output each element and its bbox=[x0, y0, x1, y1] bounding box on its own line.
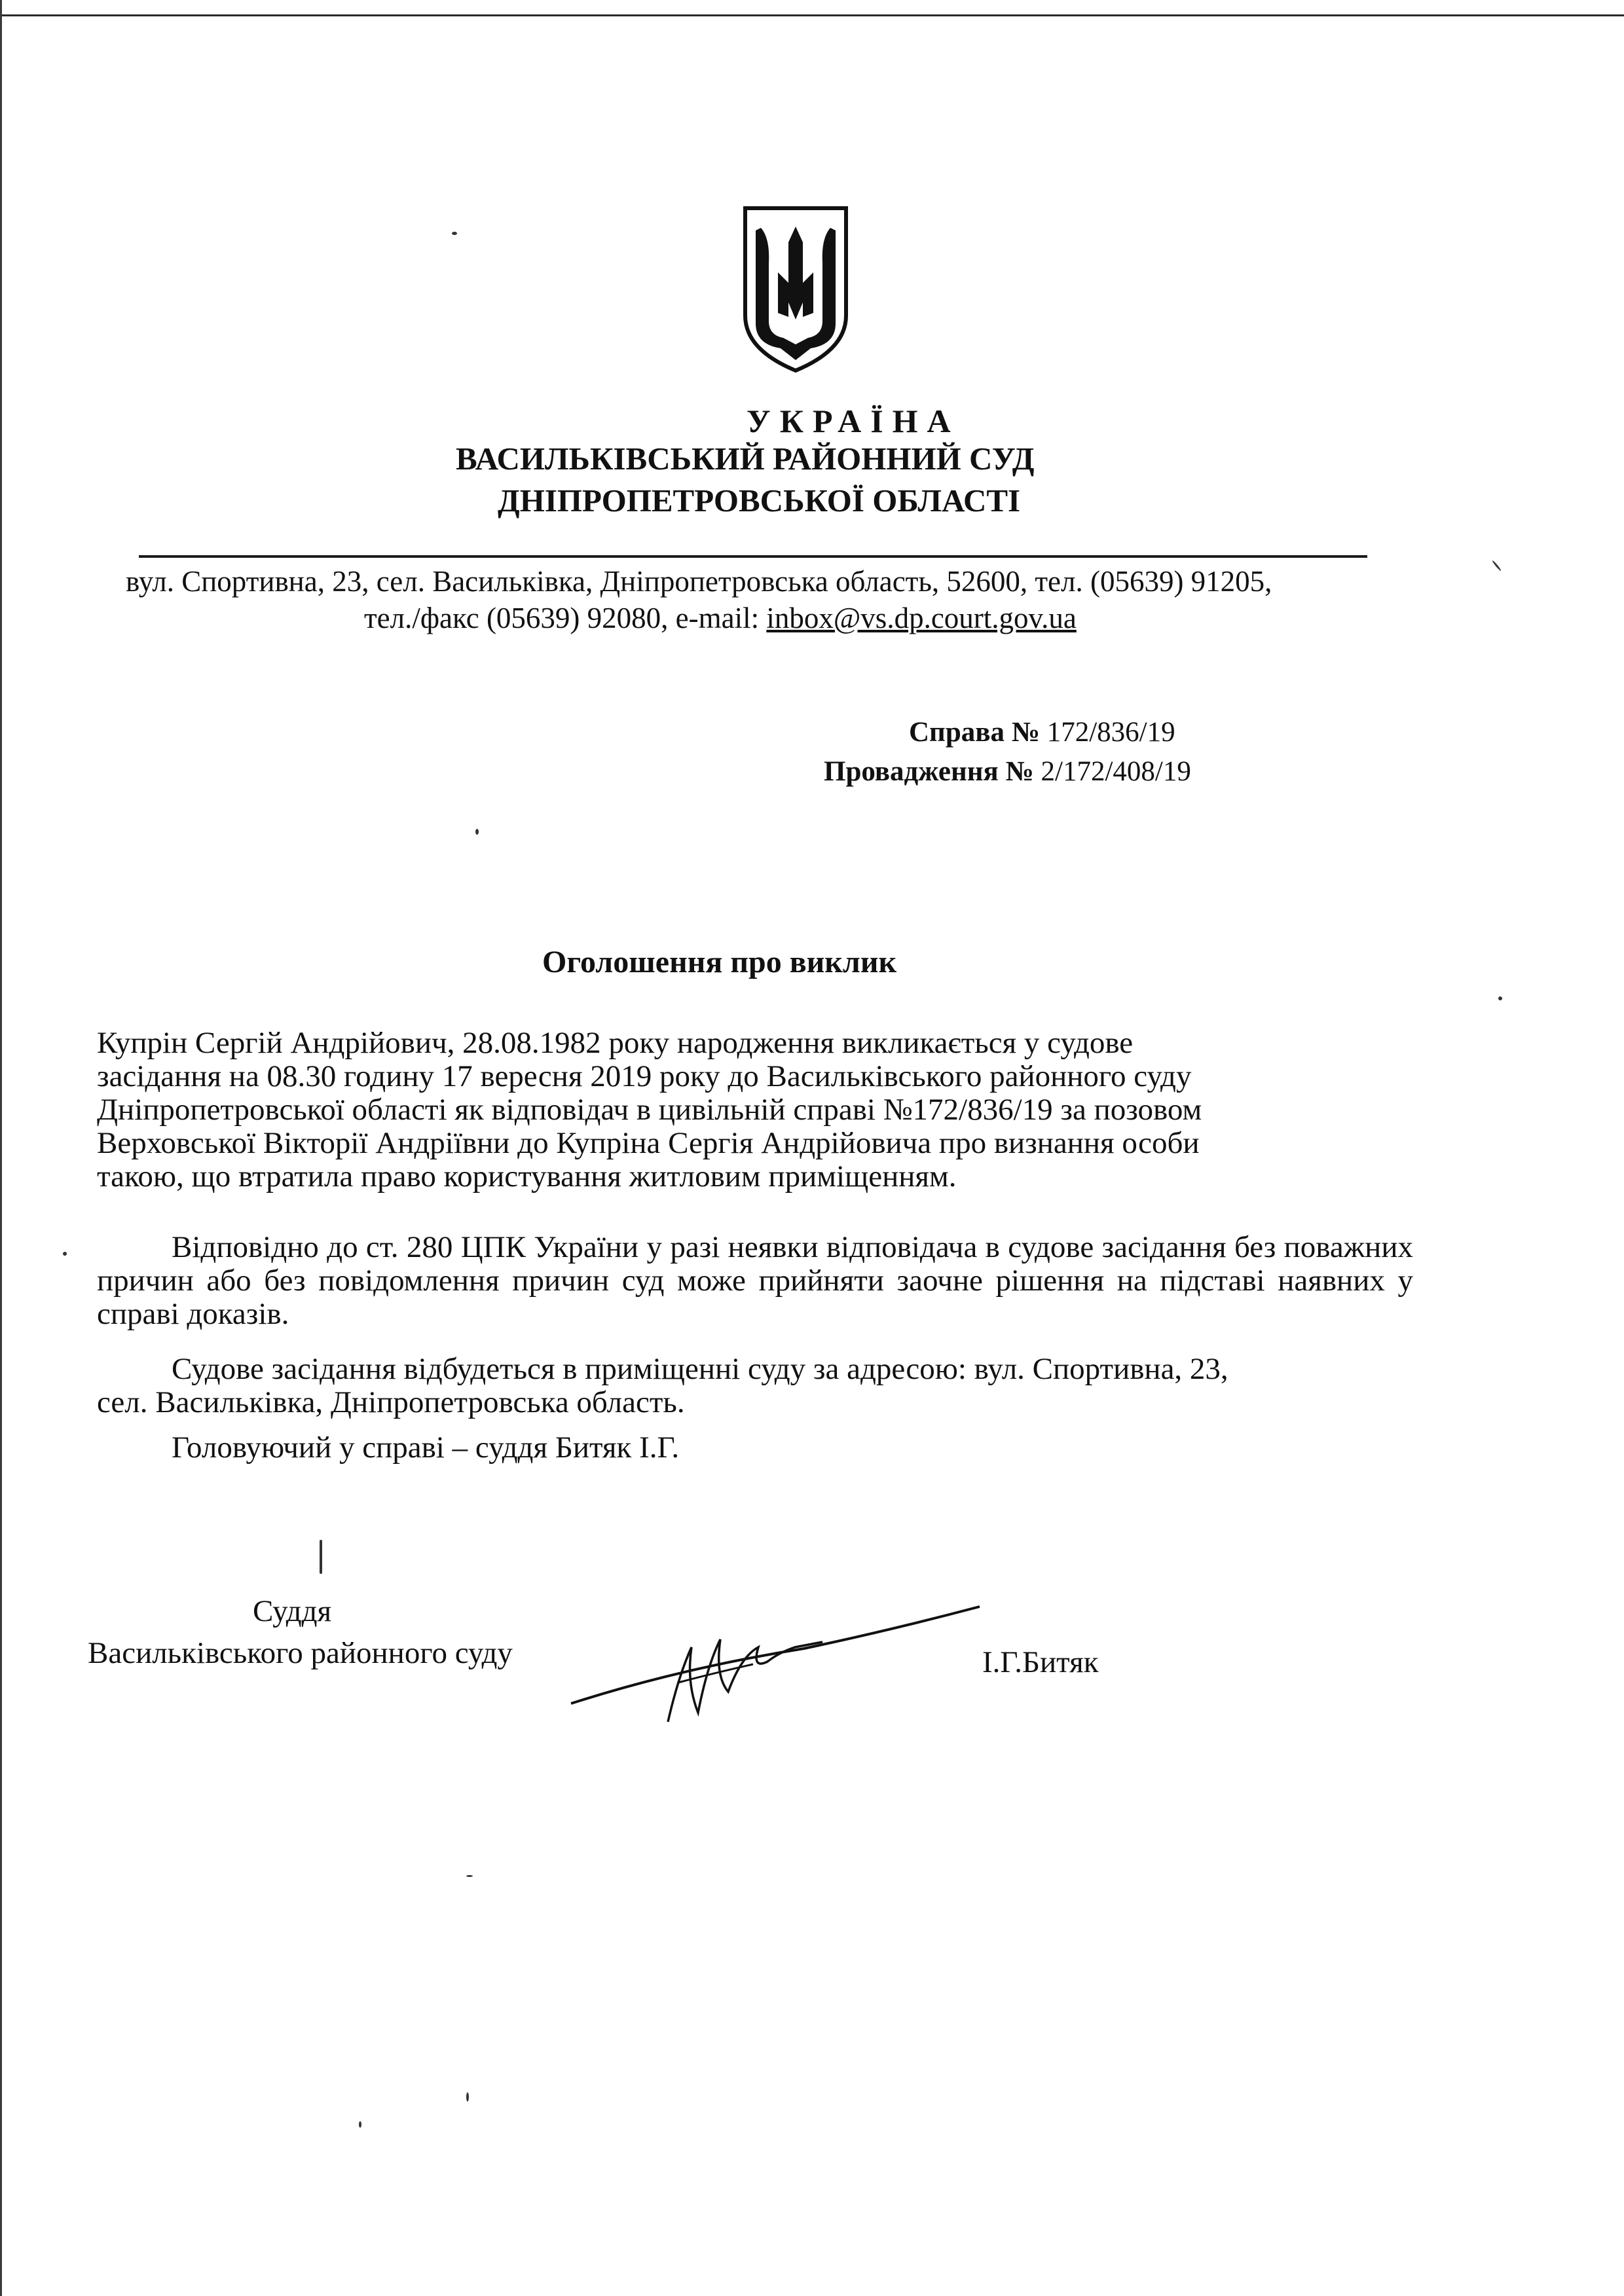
legal-basis-paragraph bbox=[97, 1231, 1413, 1331]
scan-speck bbox=[466, 2092, 469, 2102]
scan-speck bbox=[1498, 996, 1502, 1000]
header-divider bbox=[139, 555, 1367, 558]
country-heading: УКРАЇНА bbox=[747, 403, 960, 439]
summons-line: Дніпропетровської області як відповідач в цивільній справі №172/836/19 за позовом bbox=[97, 1093, 1202, 1127]
venue-paragraph bbox=[97, 1353, 1413, 1419]
scan-speck bbox=[466, 1875, 473, 1877]
scan-left-edge bbox=[0, 0, 2, 2296]
case-number-value: 172/836/19 bbox=[1039, 717, 1175, 748]
summons-line: Купрін Сергій Андрійович, 28.08.1982 року народження викликається у судове bbox=[97, 1026, 1134, 1060]
summons-paragraph bbox=[97, 1027, 1413, 1194]
address-line: вул. Спортивна, 23, сел. Васильківка, Дніпропетровська область, 52600, тел. (05639) 91205, bbox=[126, 565, 1272, 598]
scan-speck bbox=[359, 2121, 361, 2128]
legal-basis-text: Відповідно до ст. 280 ЦПК України у разі неявки відповідача в судове засідання без поважних причин або без повідомлення причин суд може прийняти заочне рішення на підставі наявних у справі доказів. bbox=[97, 1230, 1413, 1331]
contact-line bbox=[364, 601, 1077, 635]
presiding-judge-paragraph bbox=[97, 1431, 1413, 1465]
scan-speck bbox=[475, 829, 479, 835]
signer-role: Суддя bbox=[253, 1594, 332, 1628]
handwritten-signature bbox=[563, 1584, 982, 1735]
tryzub-coat-of-arms-icon bbox=[740, 204, 851, 374]
court-heading: ВАСИЛЬКІВСЬКИЙ РАЙОННИЙ СУД bbox=[456, 441, 1035, 477]
presiding-judge-text: Головуючий у справі – суддя Битяк І.Г. bbox=[172, 1430, 680, 1465]
proceeding-number-value: 2/172/408/19 bbox=[1033, 756, 1191, 787]
case-number bbox=[909, 716, 1175, 748]
proceeding-number bbox=[824, 756, 1191, 788]
signer-name: І.Г.Битяк bbox=[982, 1645, 1099, 1679]
venue-line: сел. Васильківка, Дніпропетровська область. bbox=[97, 1385, 685, 1419]
fax-text: тел./факс (05639) 92080, e-mail: bbox=[364, 602, 767, 634]
case-label: Справа № bbox=[909, 717, 1040, 748]
region-heading: ДНІПРОПЕТРОВСЬКОЇ ОБЛАСТІ bbox=[498, 483, 1021, 519]
scan-speck bbox=[320, 1540, 322, 1574]
venue-line: Судове засідання відбудеться в приміщенні суду за адресою: вул. Спортивна, 23, bbox=[172, 1352, 1228, 1386]
proceeding-label: Провадження № bbox=[824, 756, 1034, 787]
summons-line: такою, що втратила право користування житловим приміщенням. bbox=[97, 1159, 957, 1194]
scan-speck bbox=[1492, 560, 1502, 571]
scan-speck bbox=[452, 232, 457, 235]
scan-speck bbox=[63, 1252, 67, 1256]
document-title: Оголошення про виклик bbox=[542, 945, 897, 979]
email-link[interactable]: inbox@vs.dp.court.gov.ua bbox=[766, 602, 1077, 634]
scan-top-edge bbox=[0, 14, 1624, 16]
summons-line: Верховської Вікторії Андріївни до Купріна Сергія Андрійовича про визнання особи bbox=[97, 1126, 1200, 1160]
signer-court: Васильківського районного суду bbox=[88, 1636, 513, 1670]
summons-line: засідання на 08.30 годину 17 вересня 2019 року до Васильківського районного суду bbox=[97, 1059, 1192, 1093]
